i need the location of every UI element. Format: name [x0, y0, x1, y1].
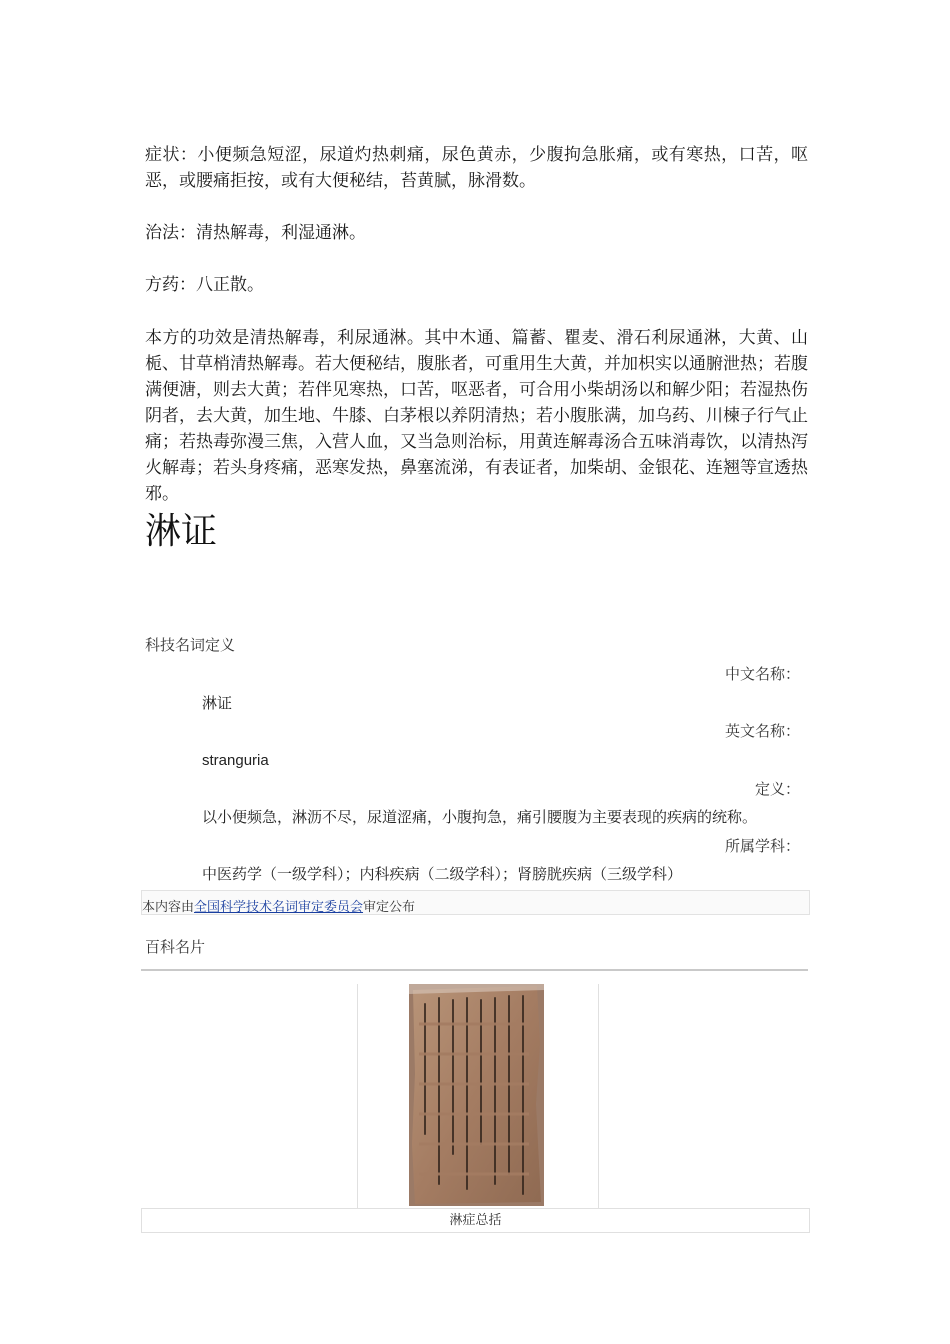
english-name-label: 英文名称：: [724, 722, 800, 740]
source-suffix: 审定公布: [363, 900, 416, 915]
prescription-paragraph: 方药：八正散。: [145, 275, 264, 295]
english-name-value: stranguria: [202, 752, 269, 769]
symptoms-paragraph: 症状：小便频急短涩，尿道灼热刺痛，尿色黄赤，少腹拘急胀痛，或有寒热，口苦，呕恶，或腰痛拒按，或有大便秘结，苔黄腻，脉滑数。: [145, 145, 808, 191]
discipline-value: 中医药学（一级学科）；内科疾病（二级学科）；肾膀胱疾病（三级学科）: [202, 865, 683, 883]
definition-value: 以小便频急，淋沥不尽，尿道涩痛，小腹拘急，痛引腰腹为主要表现的疾病的统称。: [202, 808, 758, 826]
definition-heading: 科技名词定义: [145, 636, 236, 654]
chinese-name-value: 淋证: [202, 694, 233, 712]
source-prefix: 本内容由: [142, 900, 195, 915]
page-title: 淋证: [145, 511, 218, 552]
source-attribution: [141, 890, 810, 915]
discipline-label: 所属学科：: [724, 837, 800, 855]
committee-link[interactable]: 全国科学技术名词审定委员会: [194, 900, 364, 915]
manuscript-image[interactable]: [409, 984, 544, 1206]
explanation-paragraph: 本方的功效是清热解毒，利尿通淋。其中木通、篇蓄、瞿麦、滑石利尿通淋，大黄、山栀、甘草梢清热解毒。若大便秘结，腹胀者，可重用生大黄，并加枳实以通腑泄热；若腹满便溏，则去大黄；若伴见寒热，口苦，呕恶者，可合用小柴胡汤以和解少阳；若湿热伤阴者，去大黄，加生地、牛膝、白茅根以养阴清热；若小腹胀满，加乌药、川楝子行气止痛；若热毒弥漫三焦，入营人血，又当急则治标，用黄连解毒汤合五味消毒饮，以清热泻火解毒；若头身疼痛，恶寒发热，鼻塞流涕，有表证者，加柴胡、金银花、连翘等宣透热邪。: [145, 328, 808, 504]
chinese-name-label: 中文名称：: [724, 665, 800, 683]
definition-label: 定义：: [754, 780, 800, 798]
card-divider: [141, 969, 808, 971]
image-caption: 淋症总括: [141, 1208, 810, 1233]
treatment-paragraph: 治法：清热解毒，利湿通淋。: [145, 223, 366, 243]
card-heading: 百科名片: [145, 938, 206, 956]
